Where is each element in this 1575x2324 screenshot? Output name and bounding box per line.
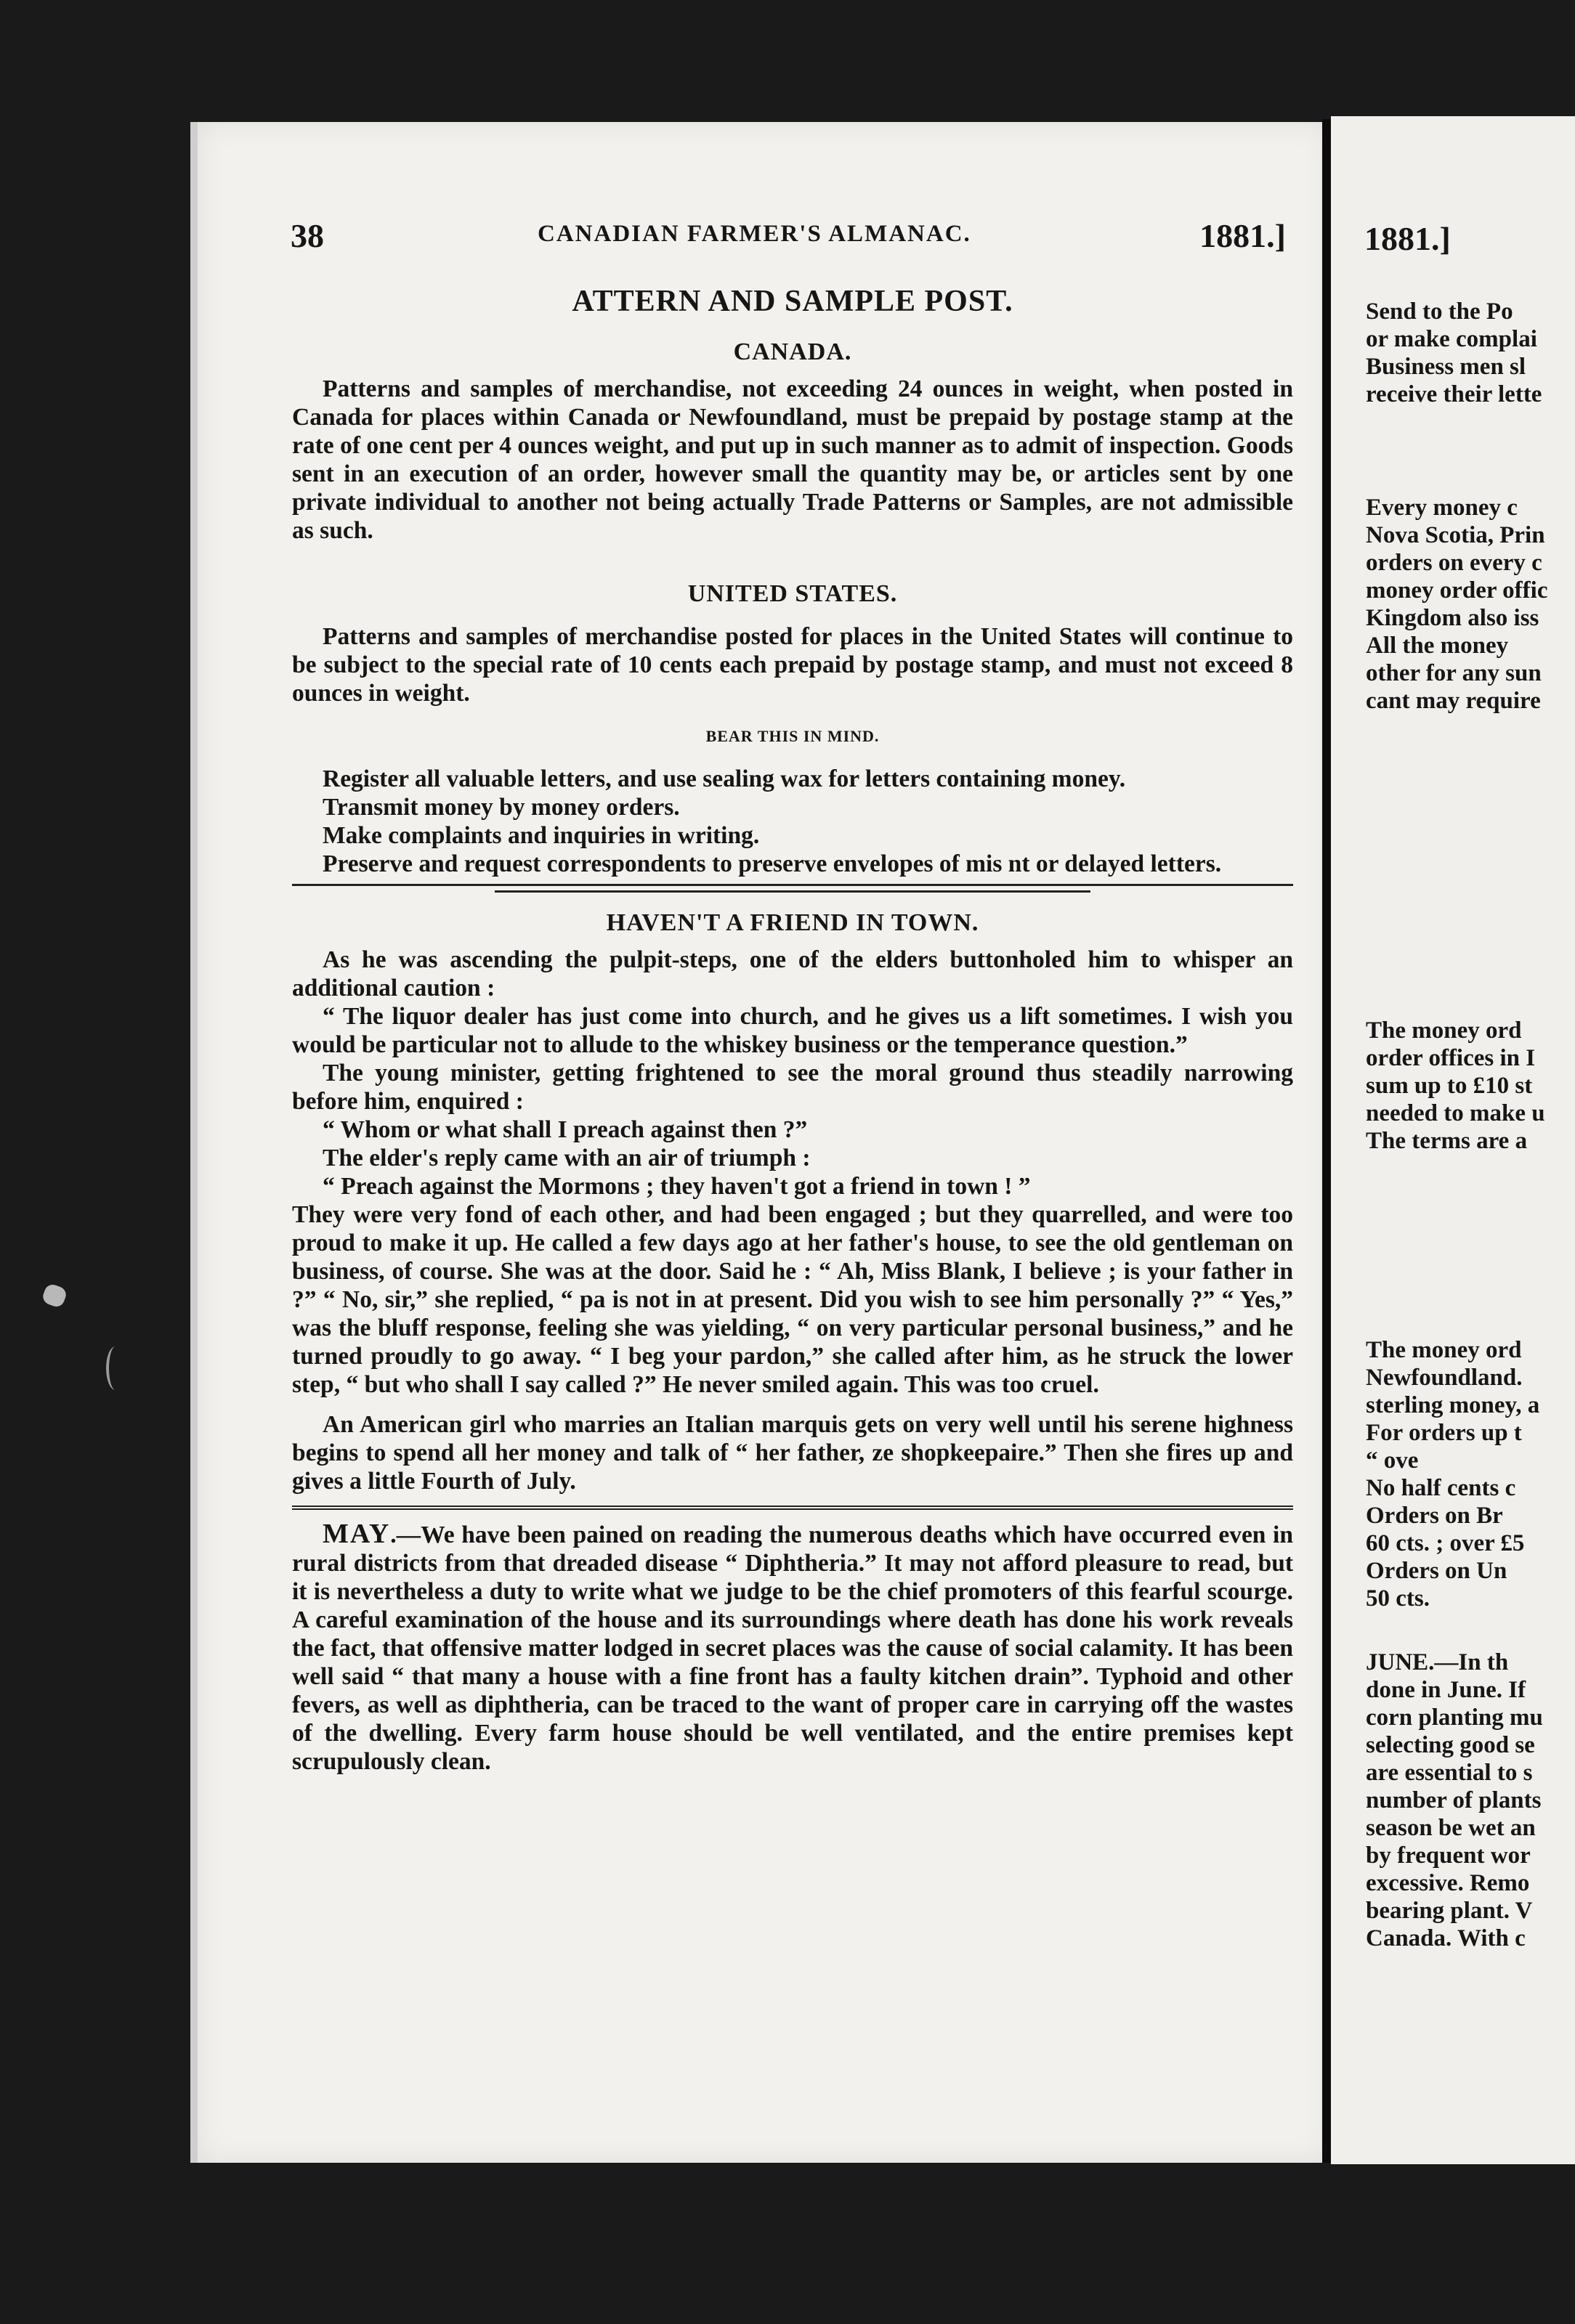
right-page-line: Kingdom also iss (1366, 605, 1539, 631)
right-page-line: Business men sl (1366, 354, 1526, 380)
right-page-line: The money ord (1366, 1337, 1522, 1363)
right-page-line: selecting good se (1366, 1732, 1535, 1758)
friend-paragraph: “ Whom or what shall I preach against then ?” (323, 1116, 808, 1143)
friend-title: HAVEN'T A FRIEND IN TOWN. (606, 909, 979, 936)
header-year: 1881.] (1199, 217, 1286, 254)
right-page-line: other for any sun (1366, 660, 1542, 686)
may-keyword: MAY (323, 1519, 391, 1549)
us-heading: UNITED STATES. (687, 580, 898, 607)
right-page-line: corn planting mu (1366, 1705, 1543, 1731)
right-page-line: done in June. If (1366, 1677, 1526, 1703)
mind-line-4: Preserve and request correspondents to preserve envelopes of mis nt or delayed letters. (323, 850, 1222, 877)
right-page-line: sum up to £10 st (1366, 1073, 1533, 1099)
friend-paragraph: The elder's reply came with an air of triumph : (323, 1145, 811, 1171)
pattern-post-title: ATTERN AND SAMPLE POST. (572, 285, 1013, 318)
right-page-line: For orders up t (1366, 1420, 1522, 1446)
right-page-line: Newfoundland. (1366, 1365, 1523, 1391)
right-page-line: Orders on Un (1366, 1558, 1507, 1584)
right-page-line: excessive. Remo (1366, 1870, 1530, 1896)
right-page-year: 1881.] (1364, 220, 1451, 257)
mind-line-2: Transmit money by money orders. (323, 794, 680, 821)
right-page-line: The terms are a (1366, 1128, 1528, 1154)
mind-line-1: Register all valuable letters, and use sealing wax for letters containing money. (323, 765, 1126, 792)
mind-line-3: Make complaints and inquiries in writing. (323, 822, 760, 849)
right-page-line: The money ord (1366, 1017, 1522, 1044)
section-divider (292, 884, 1293, 886)
right-page-line: by frequent wor (1366, 1842, 1531, 1869)
right-page-line: or make complai (1366, 326, 1537, 352)
right-page-line: are essential to s (1366, 1760, 1533, 1786)
scanner-mark (106, 1346, 125, 1390)
right-page-line: All the money (1366, 633, 1509, 659)
right-page-line: money order offic (1366, 577, 1548, 604)
friend-paragraph: They were very fond of each other, and had been engaged ; but they quarrelled, and were too proud to make it up. He called a few days ago at her father's house, to see the old gentleman on business, of course. She was at the door. Said he : “ Ah, Miss Blank, I believe ; is your father in ?” “ No, sir,” she replied, “ pa is not in at present. Did you wish to see him personally ?” “ Yes,” was the bluff response, feeling she was yielding, “ on very particular personal business,” and he turned proudly to go away. “ I beg your pardon,” she called after him, as he struck the lower step, “ but who shall I say called ?” He never smiled again. This was too cruel. (292, 1201, 1293, 1398)
right-page-line: cant may require (1366, 688, 1541, 714)
left-page (190, 122, 1329, 2163)
right-page-line: 50 cts. (1366, 1585, 1430, 1612)
canada-heading: CANADA. (733, 338, 852, 365)
right-page-line: Every money c (1366, 495, 1518, 521)
right-page-line: “ ove (1366, 1447, 1419, 1474)
bear-in-mind-heading: BEAR THIS IN MIND. (705, 727, 880, 745)
page-content (292, 285, 1293, 1776)
page-header (291, 216, 1286, 260)
friend-paragraph: An American girl who marries an Italian marquis gets on very well until his serene highness begins to spend all her money and talk of “ her father, ze shopkeepaire.” Then she fires up and gives a little Fourth of July. (292, 1411, 1293, 1495)
friend-paragraph: “ The liquor dealer has just come into church, and he gives us a lift sometimes. I wish you would be particular not to allude to the whiskey business or the temperance question.” (292, 1003, 1293, 1058)
friend-paragraph: The young minister, getting frightened to see the moral ground thus steadily narrowing before him, enquired : (292, 1060, 1293, 1115)
right-page-line: season be wet an (1366, 1815, 1536, 1841)
page-number: 38 (291, 217, 324, 254)
double-divider (292, 1506, 1293, 1510)
right-page-line: needed to make u (1366, 1100, 1545, 1126)
right-page-line: sterling money, a (1366, 1392, 1540, 1418)
right-page-line: bearing plant. V (1366, 1898, 1533, 1924)
right-page-line: Nova Scotia, Prin (1366, 522, 1545, 548)
friend-paragraph: “ Preach against the Mormons ; they haven't got a friend in town ! ” (323, 1173, 1031, 1200)
running-title: CANADIAN FARMER'S ALMANAC. (538, 221, 971, 247)
right-page-line: No half cents c (1366, 1475, 1516, 1501)
may-text: .—We have been pained on reading the numerous deaths which have occurred even in rural districts from that dreaded disease “ Diphtheria.” It may not afford pleasure to read, but it is nevertheless a duty to write what we judge to be the chief promoters of this fearful scourge. A careful examination of the house and its surroundings where death has done his work reveals the fact, that offensive matter lodged in secret places was the cause of social calamity. It has been well said “ that many a house with a fine front has a faulty kitchen drain”. Typhoid and other fevers, as well as diphtheria, can be traced to the want of proper care in carrying off the wastes of the dwelling. Every farm house should be well ventilated, and the entire premises kept scrupulously clean. (292, 1521, 1293, 1775)
canada-paragraph: Patterns and samples of merchandise, not exceeding 24 ounces in weight, when posted in Canada for places within Canada or Newfoundland, must be prepaid by postage stamp at the rate of one cent per 4 ounces weight, and put up in such manner as to admit of inspection. Goods sent in an execution of an order, however small the quantity may be, or articles sent by one private individual to another not being actually Trade Patterns or Samples, are not admissible as such. (292, 375, 1293, 544)
book-spine (1322, 119, 1331, 2163)
right-page-line: 60 cts. ; over £5 (1366, 1530, 1525, 1556)
right-page (1331, 116, 1575, 2164)
scanner-mark (41, 1283, 68, 1309)
right-page-line: number of plants (1366, 1787, 1542, 1813)
right-page-line: orders on every c (1366, 550, 1542, 576)
right-page-line: Orders on Br (1366, 1503, 1503, 1529)
right-page-line: JUNE.—In th (1366, 1649, 1509, 1675)
right-page-line: receive their lette (1366, 381, 1542, 407)
right-page-line: Canada. With c (1366, 1925, 1526, 1951)
right-page-line: Send to the Po (1366, 298, 1513, 325)
short-divider (495, 890, 1090, 893)
may-paragraph (292, 1520, 1293, 1776)
us-paragraph: Patterns and samples of merchandise posted for places in the United States will continue to be subject to the special rate of 10 cents each prepaid by postage stamp, and must not exceed 8 ounces in weight. (292, 623, 1293, 707)
right-page-line: order offices in I (1366, 1045, 1536, 1071)
friend-paragraph: As he was ascending the pulpit-steps, one of the elders buttonholed him to whisper an additional caution : (292, 946, 1293, 1001)
